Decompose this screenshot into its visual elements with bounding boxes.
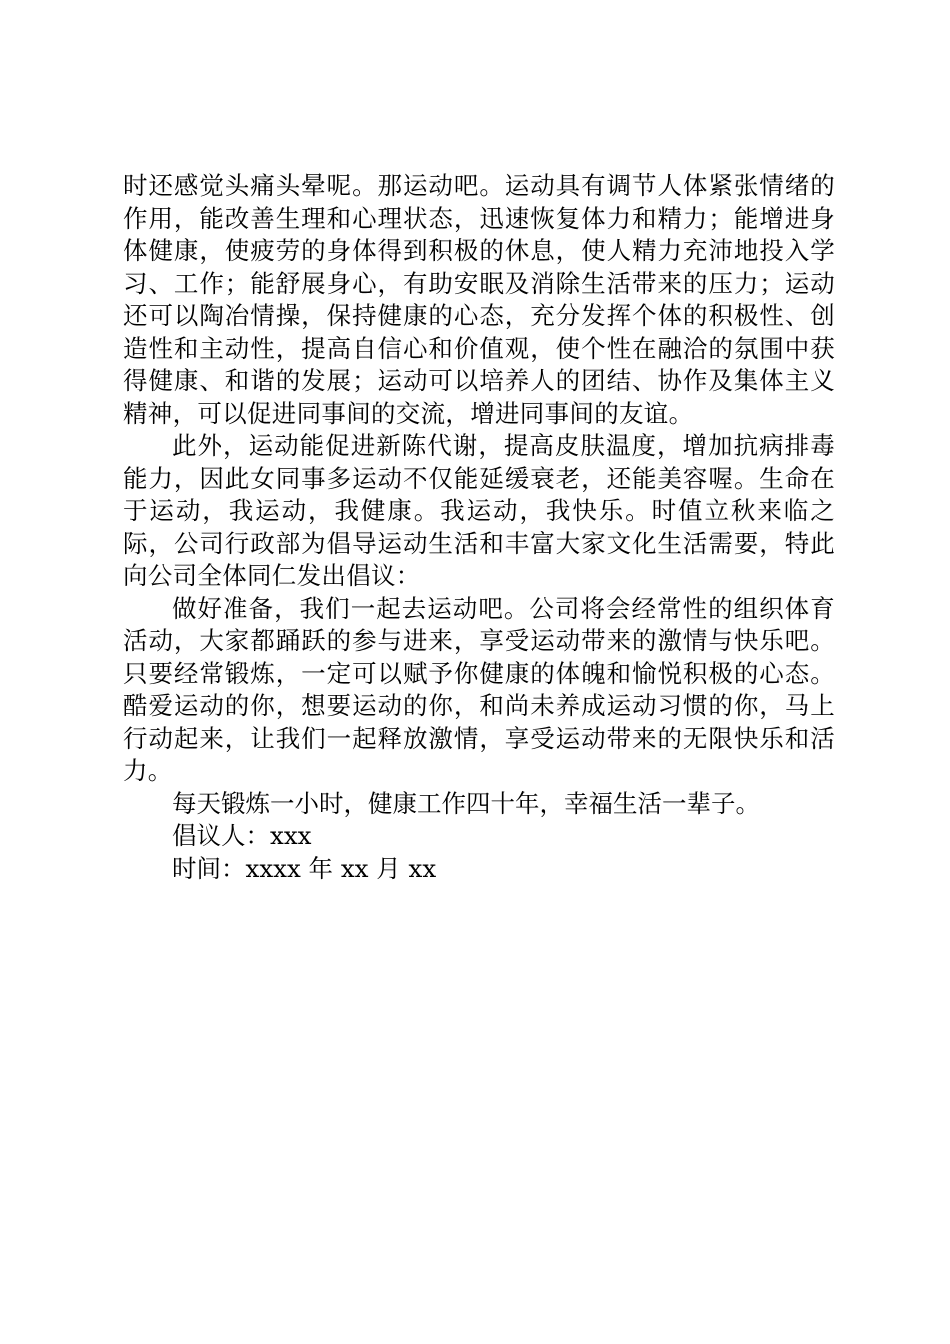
paragraph-call-to-action: 做好准备，我们一起去运动吧。公司将会经常性的组织体育活动，大家都踊跃的参与进来，享受运动带来的激情与快乐吧。只要经常锻炼，一定可以赋予你健康的体魄和愉悦积极的心态。酷爱运动的你，想要运动的你，和尚未养成运动习惯的你，马上行动起来，让我们一起释放激情，享受运动带来的无限快乐和活力。 xyxy=(123,593,835,785)
slogan: 每天锻炼一小时，健康工作四十年，幸福生活一辈子。 xyxy=(172,788,760,818)
date: 时间：xxxx 年 xx 月 xx xyxy=(172,853,437,883)
initiator: 倡议人：xxx xyxy=(172,821,312,850)
document-body xyxy=(123,170,835,885)
signature-block xyxy=(123,788,835,886)
paragraph-metabolism: 此外，运动能促进新陈代谢，提高皮肤温度，增加抗病排毒能力，因此女同事多运动不仅能延缓衰老，还能美容喔。生命在于运动，我运动，我健康。我运动，我快乐。时值立秋来临之际，公司行政部为倡导运动生活和丰富大家文化生活需要，特此向公司全体同仁发出倡议： xyxy=(123,431,835,590)
paragraph-benefits: 时还感觉头痛头晕呢。那运动吧。运动具有调节人体紧张情绪的作用，能改善生理和心理状态，迅速恢复体力和精力；能增进身体健康，使疲劳的身体得到积极的休息，使人精力充沛地投入学习、工作；能舒展身心，有助安眠及消除生活带来的压力；运动还可以陶冶情操，保持健康的心态，充分发挥个体的积极性、创造性和主动性，提高自信心和价值观，使个性在融洽的氛围中获得健康、和谐的发展；运动可以培养人的团结、协作及集体主义精神，可以促进同事间的交流，增进同事间的友谊。 xyxy=(123,171,835,428)
